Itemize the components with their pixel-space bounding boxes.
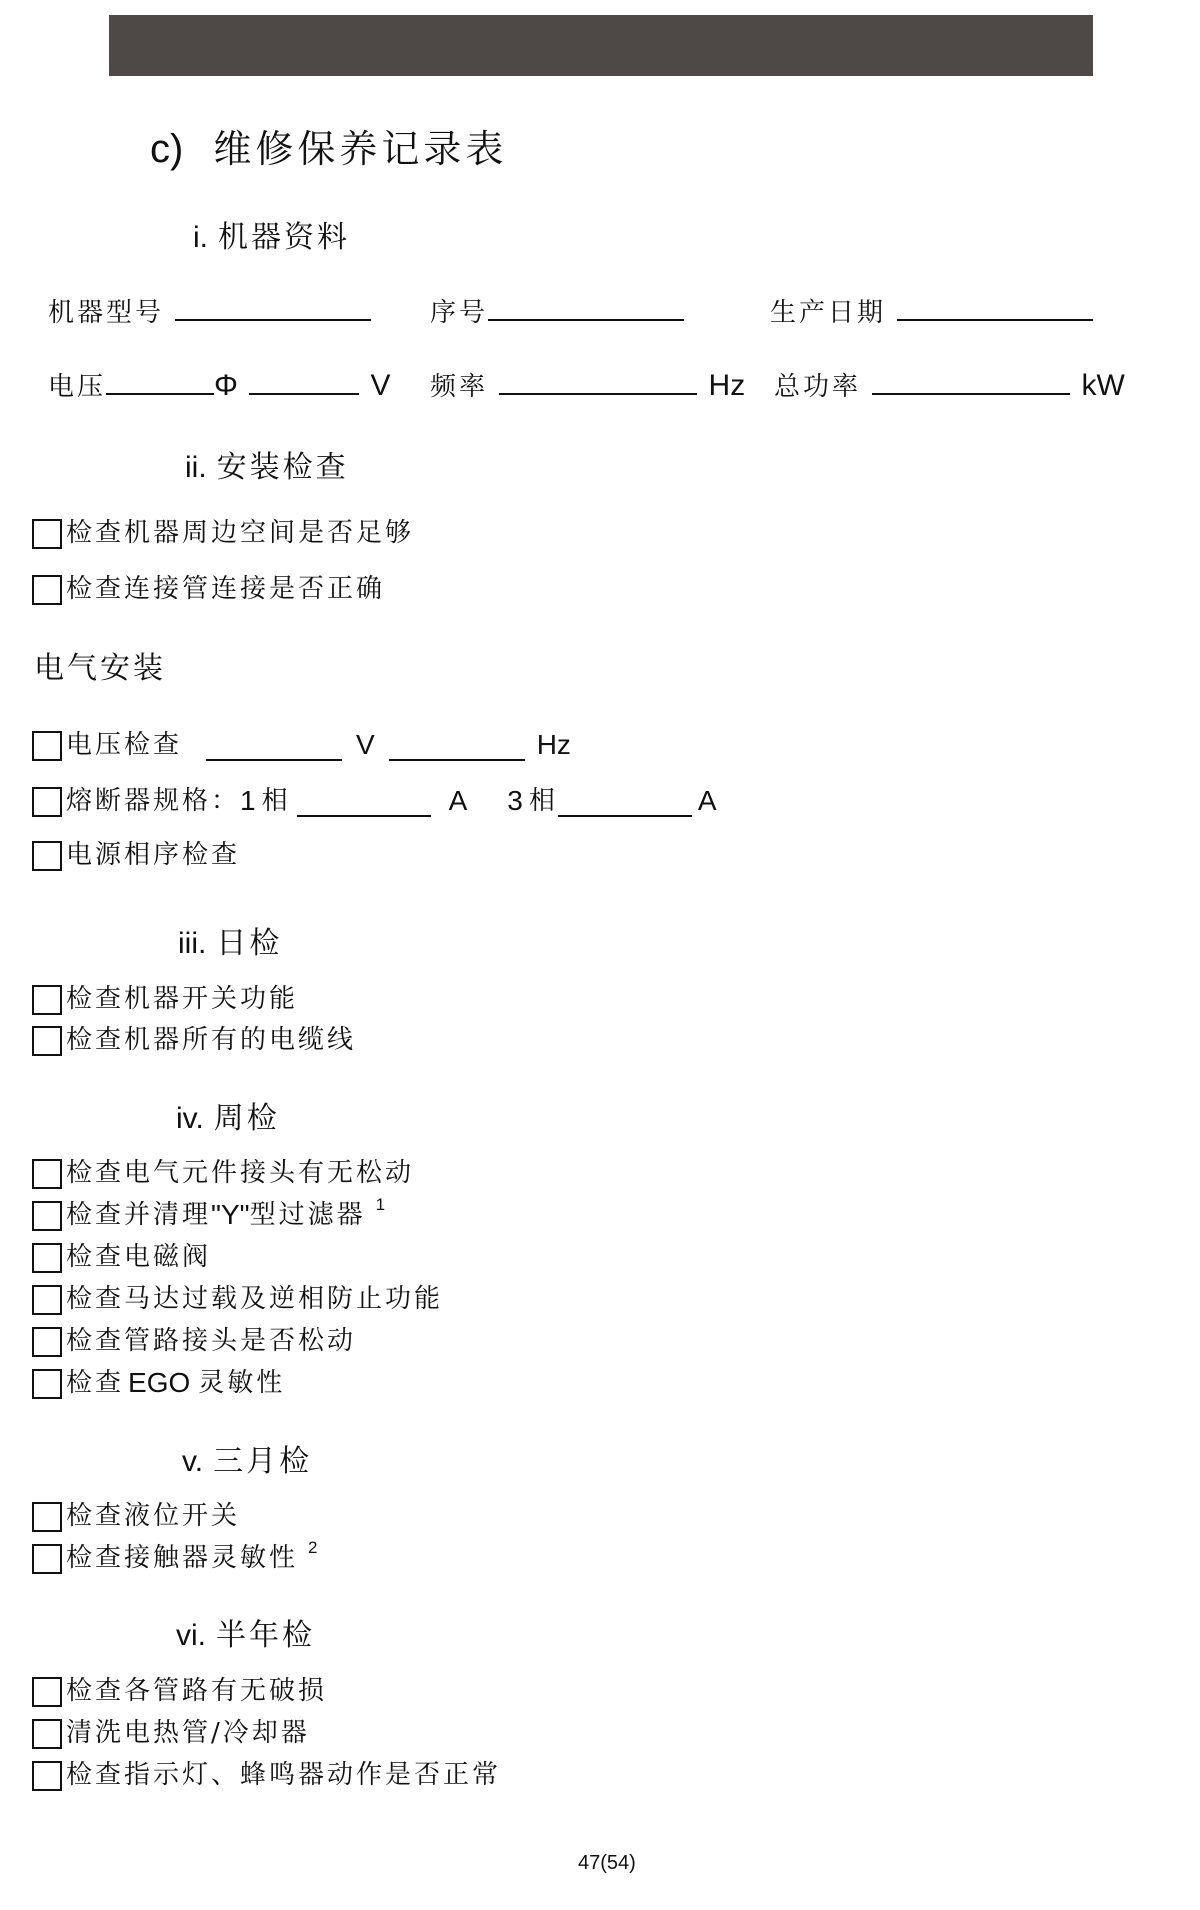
amp-unit: A	[697, 785, 717, 816]
heading-text: 三月检	[213, 1444, 313, 1479]
serial-input-line[interactable]	[488, 318, 684, 321]
checkbox[interactable]	[32, 1677, 62, 1707]
item-label: 检查电磁阀	[66, 1242, 212, 1272]
phase-input-line[interactable]	[106, 392, 214, 395]
item-label: 检查并清理	[66, 1200, 212, 1230]
checkbox[interactable]	[32, 1719, 62, 1749]
checkbox[interactable]	[32, 1026, 62, 1056]
checkbox[interactable]	[32, 841, 62, 871]
heading-number: v.	[182, 1445, 204, 1478]
model-label: 机器型号	[48, 298, 165, 328]
checklist-item	[32, 1362, 285, 1399]
footnote-marker: 1	[375, 1195, 386, 1214]
item-label-suffix: 型过滤器	[249, 1200, 366, 1230]
item-label: 电源相序检查	[66, 840, 241, 870]
kw-unit: kW	[1081, 369, 1125, 402]
phase-unit: Φ	[214, 369, 238, 402]
item-label: 熔断器规格：	[66, 786, 241, 816]
item-label: 检查管路接头是否松动	[66, 1326, 357, 1356]
section-label: c)	[150, 127, 184, 171]
frequency-input-line[interactable]	[499, 392, 697, 395]
three-phase-fuse-line[interactable]	[558, 814, 692, 817]
model-input-line[interactable]	[175, 318, 371, 321]
date-field	[770, 292, 1093, 329]
daily-heading	[178, 918, 282, 962]
checkbox[interactable]	[32, 1369, 62, 1399]
voltage-label: 电压	[48, 372, 107, 402]
checklist-item	[32, 1019, 356, 1056]
item-label: 检查机器开关功能	[66, 984, 299, 1014]
checklist-item-fuse	[32, 780, 717, 817]
single-phase-fuse-line[interactable]	[297, 814, 431, 817]
section-title	[150, 118, 507, 173]
footnote-marker: 2	[308, 1538, 318, 1557]
checkbox[interactable]	[32, 1544, 62, 1574]
quarterly-heading	[182, 1436, 312, 1480]
power-field	[774, 366, 1125, 403]
item-label-suffix: 灵敏性	[198, 1368, 286, 1398]
weekly-heading	[176, 1093, 280, 1137]
hz-unit: Hz	[536, 729, 571, 760]
checklist-item	[32, 1670, 327, 1707]
serial-label: 序号	[430, 298, 489, 328]
heading-text: 周检	[213, 1101, 280, 1136]
model-field	[48, 292, 371, 329]
item-label: 检查接触器灵敏性	[66, 1543, 299, 1573]
checklist-item	[32, 1152, 414, 1189]
page-number: 47(54)	[578, 1852, 636, 1874]
item-label: 检查指示灯、蜂鸣器动作是否正常	[66, 1760, 502, 1790]
power-input-line[interactable]	[872, 392, 1070, 395]
checkbox[interactable]	[32, 1502, 62, 1532]
checkbox[interactable]	[32, 1243, 62, 1273]
heading-number: ii.	[185, 451, 207, 484]
semiannual-heading	[176, 1610, 315, 1654]
frequency-label: 频率	[430, 372, 489, 402]
y-type-label: "Y"	[211, 1199, 250, 1230]
single-phase-number: 1	[240, 785, 256, 816]
item-label: 检查机器所有的电缆线	[66, 1025, 357, 1055]
item-label: 检查连接管连接是否正确	[66, 574, 386, 604]
checkbox[interactable]	[32, 1285, 62, 1315]
electrical-heading: 电气安装	[34, 651, 166, 686]
section-title-text: 维修保养记录表	[213, 127, 508, 171]
frequency-check-line[interactable]	[389, 758, 525, 761]
heading-text: 半年检	[216, 1618, 315, 1653]
checklist-item	[32, 1194, 385, 1231]
checklist-item	[32, 978, 298, 1015]
checklist-item	[32, 1495, 240, 1532]
heading-number: i.	[193, 221, 208, 254]
voltage-check-line[interactable]	[206, 758, 342, 761]
checklist-item	[32, 568, 385, 605]
checkbox[interactable]	[32, 731, 62, 761]
checkbox[interactable]	[32, 1761, 62, 1791]
machine-info-heading	[193, 212, 350, 256]
voltage-field	[48, 366, 391, 403]
checkbox[interactable]	[32, 787, 62, 817]
checklist-item	[32, 1537, 317, 1574]
ego-label: EGO	[128, 1367, 191, 1398]
amp-unit: A	[448, 785, 468, 816]
item-label: 检查机器周边空间是否足够	[66, 518, 415, 548]
checkbox[interactable]	[32, 575, 62, 605]
checkbox[interactable]	[32, 519, 62, 549]
heading-number: iv.	[176, 1102, 204, 1135]
checklist-item	[32, 512, 414, 549]
item-label: 清洗电热管/冷却器	[66, 1718, 310, 1748]
item-label: 检查马达过载及逆相防止功能	[66, 1284, 444, 1314]
heading-number: vi.	[176, 1619, 206, 1652]
hz-unit: Hz	[708, 369, 746, 402]
checkbox[interactable]	[32, 1327, 62, 1357]
item-label: 检查	[66, 1368, 125, 1398]
frequency-field	[430, 366, 745, 403]
volt-unit: V	[370, 369, 391, 402]
checkbox[interactable]	[32, 1201, 62, 1231]
power-label: 总功率	[774, 372, 862, 402]
checkbox[interactable]	[32, 1159, 62, 1189]
date-input-line[interactable]	[897, 318, 1093, 321]
heading-text: 日检	[216, 926, 283, 961]
install-heading	[185, 442, 349, 486]
checklist-item	[32, 1278, 443, 1315]
heading-text: 安装检查	[216, 450, 349, 485]
header-bar	[109, 15, 1093, 76]
volt-unit: V	[356, 729, 375, 760]
phase-word: 相	[528, 786, 558, 816]
item-label: 检查各管路有无破损	[66, 1676, 328, 1706]
item-label: 检查液位开关	[66, 1501, 241, 1531]
item-label: 检查电气元件接头有无松动	[66, 1158, 415, 1188]
date-label: 生产日期	[770, 298, 887, 328]
item-label: 电压检查	[66, 730, 183, 760]
checklist-item-voltage	[32, 724, 571, 761]
serial-field	[430, 292, 684, 329]
three-phase-number: 3	[507, 785, 523, 816]
checklist-item	[32, 1754, 501, 1791]
checklist-item	[32, 1712, 310, 1749]
checklist-item	[32, 1236, 211, 1273]
voltage-input-line[interactable]	[249, 392, 359, 395]
checklist-item	[32, 834, 240, 871]
phase-word: 相	[261, 786, 291, 816]
heading-text: 机器资料	[218, 220, 350, 255]
checkbox[interactable]	[32, 985, 62, 1015]
heading-number: iii.	[178, 927, 207, 960]
checklist-item	[32, 1320, 356, 1357]
